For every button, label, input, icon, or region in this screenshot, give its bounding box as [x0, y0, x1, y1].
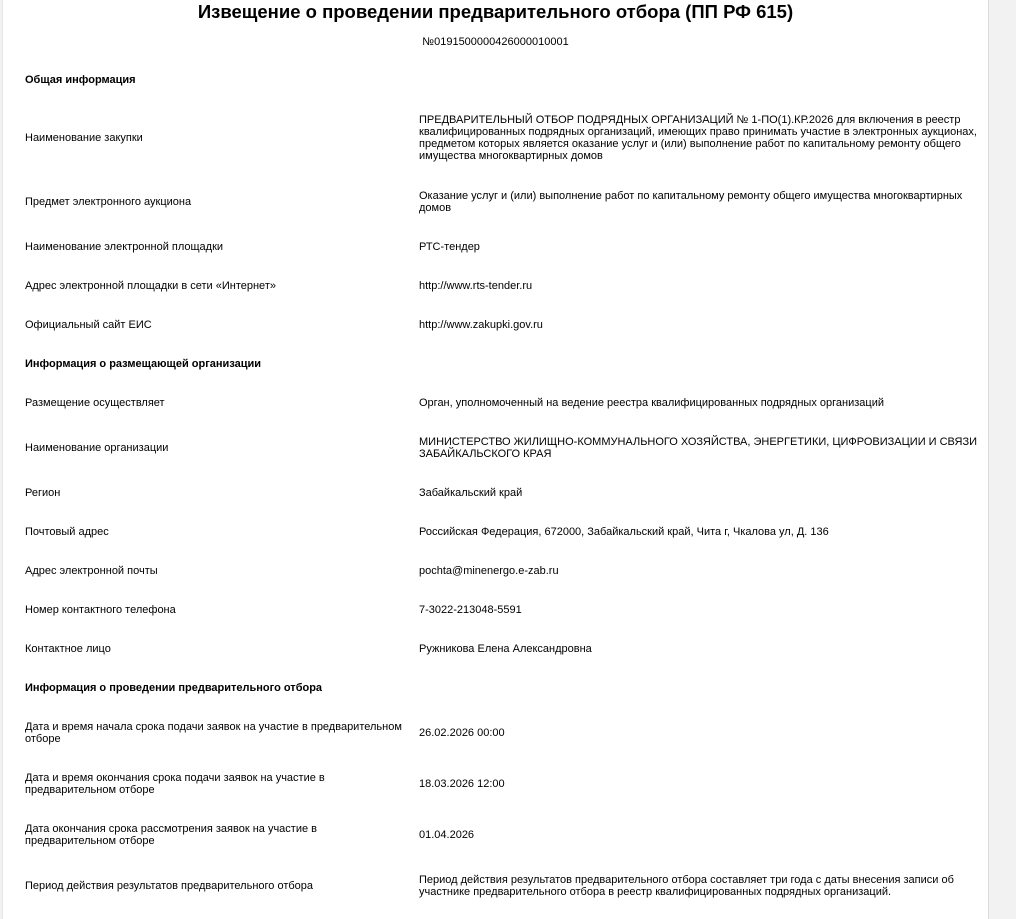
row-value: Орган, уполномоченный на ведение реестра квалифицированных подрядных организаций [419, 396, 884, 409]
info-row-region [25, 473, 980, 512]
row-value: Оказание услуг и (или) выполнение работ по капитальному ремонту общего имущества многоквартирных домов [419, 189, 963, 214]
info-row-phone [25, 590, 980, 629]
document-page [2, 0, 989, 919]
info-row-validity-period [25, 860, 980, 911]
row-value: Период действия результатов предварительного отбора составляет три года с даты внесения записи об участнике предварительного отбора в реестр квалифицированных подрядных организаций. [419, 873, 954, 898]
notice-number: №0191500000426000010001 [422, 36, 569, 48]
row-label: Адрес электронной почты [25, 564, 158, 577]
row-value: 01.04.2026 [419, 828, 475, 841]
row-label: Номер контактного телефона [25, 603, 176, 616]
row-value: 18.03.2026 12:00 [419, 777, 505, 790]
row-value: 26.02.2026 00:00 [419, 726, 505, 739]
row-label: Период действия результатов предварительного отбора [25, 879, 314, 892]
row-label: Почтовый адрес [25, 525, 109, 538]
info-row-contact-person [25, 629, 980, 668]
row-value: http://www.zakupki.gov.ru [419, 318, 543, 331]
row-label: Официальный сайт ЕИС [25, 318, 152, 331]
row-label: Дата окончания срока рассмотрения заявок на участие в предварительном отборе [25, 822, 318, 847]
info-row-start-date [25, 707, 980, 758]
row-value: РТС-тендер [419, 240, 480, 253]
row-value: http://www.rts-tender.ru [419, 279, 533, 292]
row-label: Адрес электронной площадки в сети «Интернет» [25, 279, 276, 292]
info-row-eis-site [25, 305, 980, 344]
row-value: pochta@minenergo.e-zab.ru [419, 564, 559, 577]
info-row-platform-name [25, 227, 980, 266]
section-title: Информация о размещающей организации [25, 357, 262, 370]
info-row-review-end-date [25, 809, 980, 860]
row-value: Забайкальский край [419, 486, 523, 499]
info-row-platform-url [25, 266, 980, 305]
section-header-general [25, 60, 980, 99]
row-label: Размещение осуществляет [25, 396, 165, 409]
row-label: Контактное лицо [25, 642, 111, 655]
row-value: 7-3022-213048-5591 [419, 603, 522, 616]
row-label: Наименование электронной площадки [25, 240, 224, 253]
row-label: Регион [25, 486, 61, 499]
info-row-placement-by [25, 383, 980, 422]
row-label: Дата и время начала срока подачи заявок на участие в предварительном отборе [25, 720, 402, 745]
info-row-purchase-name [25, 99, 980, 176]
info-row-email [25, 551, 980, 590]
page-title: Извещение о проведении предварительного отбора (ПП РФ 615) [197, 1, 794, 22]
info-row-organization-name [25, 422, 980, 473]
row-label: Предмет электронного аукциона [25, 195, 192, 208]
section-title: Информация о проведении предварительного отбора [25, 681, 323, 694]
info-row-end-date [25, 758, 980, 809]
row-value: Ружникова Елена Александровна [419, 642, 592, 655]
row-label: Наименование организации [25, 441, 169, 454]
row-label: Наименование закупки [25, 131, 143, 144]
info-row-auction-subject [25, 176, 980, 227]
info-row-postal-address [25, 512, 980, 551]
section-header-organization [25, 344, 980, 383]
section-title: Общая информация [25, 73, 136, 86]
row-value: ПРЕДВАРИТЕЛЬНЫЙ ОТБОР ПОДРЯДНЫХ ОРГАНИЗАЦИЙ № 1-ПО(1).КР.2026 для включения в реестр квалифицированных подрядных организаций, имеющих право принимать участие в электронных аукционах, предметом которых является оказание услуг и (или) выполнение работ по капитальному ремонту общего имущества многоквартирных домов [419, 113, 977, 162]
scrollbar-track[interactable] [990, 0, 1016, 919]
row-value: МИНИСТЕРСТВО ЖИЛИЩНО-КОММУНАЛЬНОГО ХОЗЯЙСТВА, ЭНЕРГЕТИКИ, ЦИФРОВИЗАЦИИ И СВЯЗИ ЗАБАЙКАЛЬСКОГО КРАЯ [419, 435, 978, 460]
row-label: Дата и время окончания срока подачи заявок на участие в предварительном отборе [25, 771, 325, 796]
row-value: Российская Федерация, 672000, Забайкальский край, Чита г, Чкалова ул, Д. 136 [419, 525, 829, 538]
section-header-selection [25, 668, 980, 707]
notice-info-table [25, 60, 980, 911]
